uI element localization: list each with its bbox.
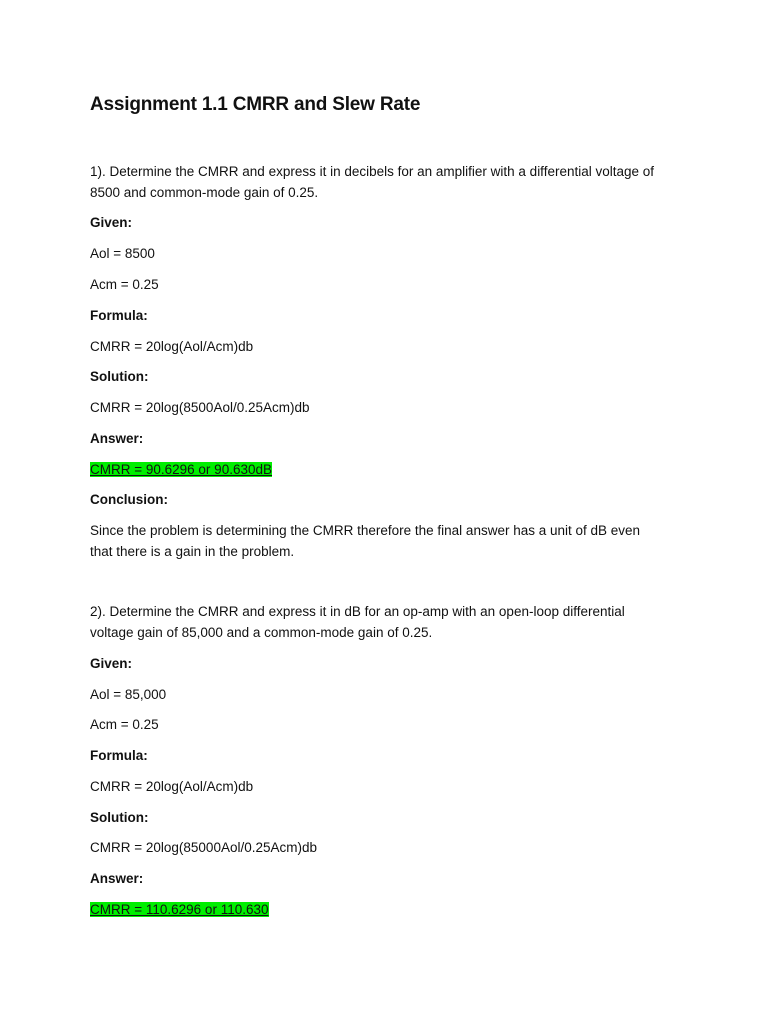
page-title: Assignment 1.1 CMRR and Slew Rate <box>90 94 421 115</box>
problem-1-answer <box>90 459 272 480</box>
problem-2-answer-highlight: CMRR = 110.6296 or 110.630 <box>90 902 269 917</box>
problem-1-formula: CMRR = 20log(Aol/Acm)db <box>90 339 254 354</box>
problem-1-given-aol: Aol = 8500 <box>90 246 155 261</box>
problem-1-solution-label: Solution: <box>90 369 149 384</box>
problem-2-formula-label: Formula: <box>90 748 148 763</box>
problem-2-solution: CMRR = 20log(85000Aol/0.25Acm)db <box>90 840 317 855</box>
problem-1-formula-label: Formula: <box>90 308 148 323</box>
problem-1-conclusion: Since the problem is determining the CMRR therefore the final answer has a unit of dB even that there is a gain in the problem. <box>90 523 641 559</box>
problem-2-given-label: Given: <box>90 656 133 671</box>
problem-2 <box>90 601 690 917</box>
problem-1-given-acm: Acm = 0.25 <box>90 277 159 292</box>
problem-2-formula: CMRR = 20log(Aol/Acm)db <box>90 779 254 794</box>
problem-2-question: 2). Determine the CMRR and express it in dB for an op-amp with an open-loop differential voltage gain of 85,000 and a common-mode gain of 0.25. <box>90 604 625 640</box>
problem-1-answer-label: Answer: <box>90 431 144 446</box>
problem-2-solution-label: Solution: <box>90 810 149 825</box>
problem-2-given-aol: Aol = 85,000 <box>90 687 167 702</box>
problem-1 <box>90 161 690 559</box>
problem-2-given-acm: Acm = 0.25 <box>90 717 159 732</box>
problem-1-conclusion-label: Conclusion: <box>90 492 168 507</box>
problem-2-answer <box>90 899 269 920</box>
problem-2-answer-label: Answer: <box>90 871 144 886</box>
problem-1-answer-highlight: CMRR = 90.6296 or 90.630dB <box>90 462 272 477</box>
problem-1-question: 1). Determine the CMRR and express it in decibels for an amplifier with a differential voltage of 8500 and common-mode gain of 0.25. <box>90 164 655 200</box>
problem-1-given-label: Given: <box>90 215 133 230</box>
problem-1-solution: CMRR = 20log(8500Aol/0.25Acm)db <box>90 400 310 415</box>
